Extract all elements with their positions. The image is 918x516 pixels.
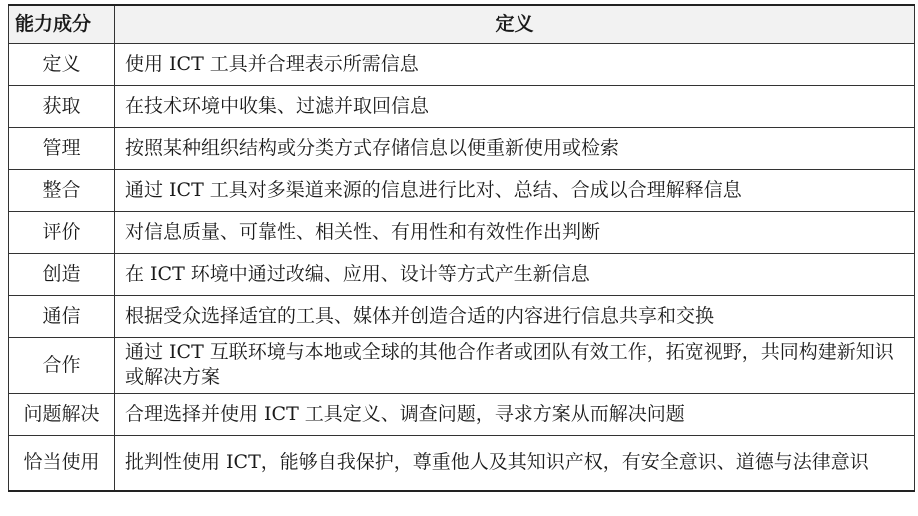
competency-table-container xyxy=(8,4,914,492)
component-name: 问题解决 xyxy=(9,393,115,435)
header-definition: 定义 xyxy=(115,5,915,43)
component-definition: 通过 ICT 互联环境与本地或全球的其他合作者或团队有效工作，拓宽视野，共同构建新知识或解决方案 xyxy=(115,337,915,393)
component-definition: 使用 ICT 工具并合理表示所需信息 xyxy=(115,43,915,85)
table-row xyxy=(9,211,915,253)
component-definition: 在 ICT 环境中通过改编、应用、设计等方式产生新信息 xyxy=(115,253,915,295)
component-name: 评价 xyxy=(9,211,115,253)
competency-table xyxy=(8,4,915,492)
component-name: 获取 xyxy=(9,85,115,127)
table-row xyxy=(9,393,915,435)
component-definition: 通过 ICT 工具对多渠道来源的信息进行比对、总结、合成以合理解释信息 xyxy=(115,169,915,211)
table-row xyxy=(9,253,915,295)
table-header-row xyxy=(9,5,915,43)
component-name: 通信 xyxy=(9,295,115,337)
component-definition: 按照某种组织结构或分类方式存储信息以便重新使用或检索 xyxy=(115,127,915,169)
header-component: 能力成分 xyxy=(9,5,115,43)
component-definition: 合理选择并使用 ICT 工具定义、调查问题，寻求方案从而解决问题 xyxy=(115,393,915,435)
table-row xyxy=(9,43,915,85)
component-name: 恰当使用 xyxy=(9,435,115,491)
table-row xyxy=(9,127,915,169)
table-row xyxy=(9,435,915,491)
component-definition: 在技术环境中收集、过滤并取回信息 xyxy=(115,85,915,127)
table-row xyxy=(9,295,915,337)
component-name: 定义 xyxy=(9,43,115,85)
component-definition: 对信息质量、可靠性、相关性、有用性和有效性作出判断 xyxy=(115,211,915,253)
component-name: 创造 xyxy=(9,253,115,295)
table-row xyxy=(9,337,915,393)
component-name: 合作 xyxy=(9,337,115,393)
component-name: 整合 xyxy=(9,169,115,211)
component-name: 管理 xyxy=(9,127,115,169)
component-definition: 根据受众选择适宜的工具、媒体并创造合适的内容进行信息共享和交换 xyxy=(115,295,915,337)
component-definition: 批判性使用 ICT，能够自我保护，尊重他人及其知识产权，有安全意识、道德与法律意识 xyxy=(115,435,915,491)
table-row xyxy=(9,169,915,211)
table-row xyxy=(9,85,915,127)
